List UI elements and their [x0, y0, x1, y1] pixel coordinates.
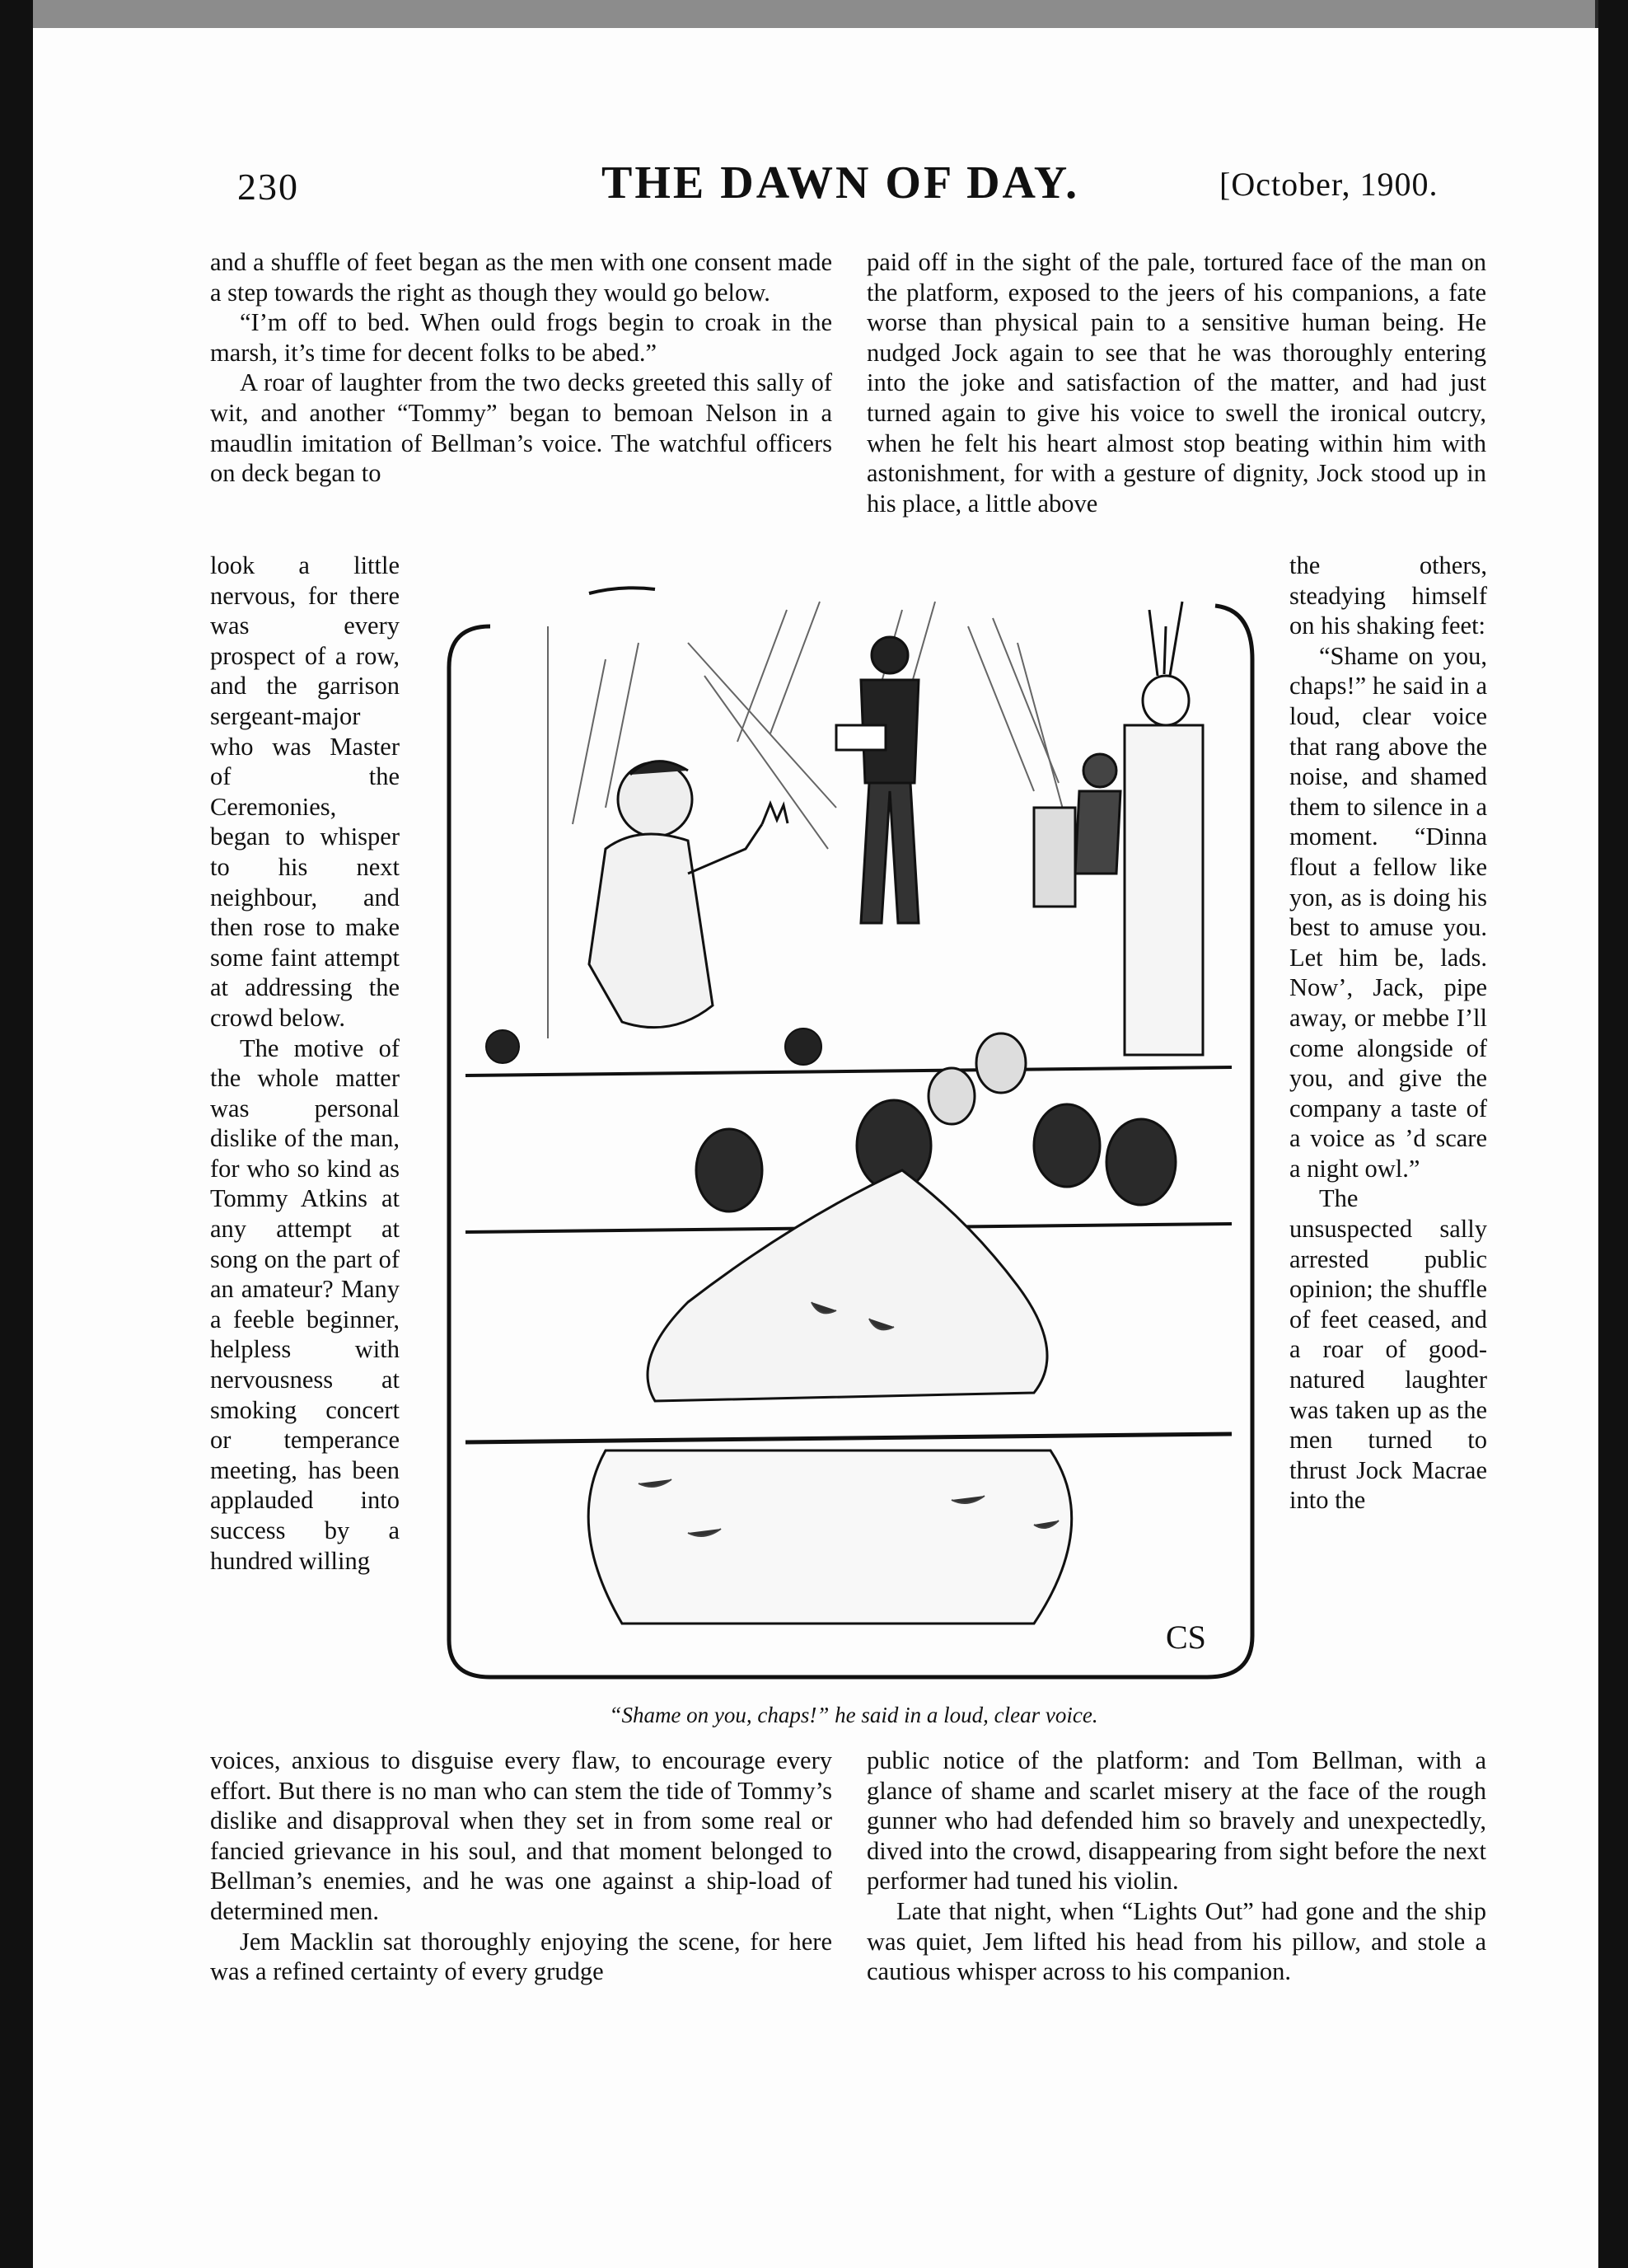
paragraph: and a shuffle of feet began as the men with one consent made a step towards the right as though they would go below. [210, 248, 832, 307]
vase-icon [1125, 602, 1203, 1055]
jock-figure [589, 761, 788, 1028]
right-column-top [867, 247, 1486, 518]
masthead-title: THE DAWN OF DAY. [601, 157, 1080, 209]
left-column-bottom [210, 1746, 832, 1987]
issue-date: [October, 1900. [1219, 166, 1439, 203]
paragraph: voices, anxious to disguise every flaw, to encourage every effort. But there is no man who can stem the tide of Tommy’s dislike and disapproval when they set in from some real or fancied grievance in his soul, and that moment belonged to Bellman’s enemies, and he was one against a ship-load of determined men. [210, 1746, 832, 1925]
paragraph: A roar of laughter from the two decks greeted this sally of wit, and another “Tommy” began to bemoan Nelson in a maudlin imitation of Bellman’s voice. The watchful officers on deck began to [210, 368, 832, 488]
pianist-figure [1034, 754, 1120, 907]
right-narrow-column [1289, 551, 1487, 1516]
page-number: 230 [237, 166, 299, 208]
paragraph: “I’m off to bed. When ould frogs begin to croak in the marsh, it’s time for decent folks to be abed.” [210, 308, 832, 367]
paragraph: public notice of the platform: and Tom Bellman, with a glance of shame and scarlet misery at the face of the rough gunner who had defended him so bravely and unexpectedly, dived into the crowd, disappearing from sight before the next performer had tuned his violin. [867, 1746, 1486, 1895]
paragraph: look a little nervous, for there was every prospect of a row, and the garrison sergeant-major who was Master of the Ceremonies, began to whisper to his next neighbour, and then rose to make some faint attempt at addressing the crowd below. [210, 551, 400, 1032]
lamp-icon [486, 1029, 821, 1065]
artist-signature: CS [1166, 1619, 1206, 1656]
left-column-top [210, 247, 832, 489]
performer-figure [836, 637, 919, 923]
scan-edge-left [0, 0, 33, 2268]
paragraph: the others, steadying himself on his shaking feet: [1289, 551, 1487, 640]
page-header [0, 157, 1628, 214]
illustration-caption: “Shame on you, chaps!” he said in a loud, clear voice. [609, 1703, 1098, 1727]
scan-edge-right [1598, 0, 1628, 2268]
left-narrow-column [210, 551, 400, 1576]
paragraph: Late that night, when “Lights Out” had gone and the ship was quiet, Jem lifted his head from his pillow, and stole a cautious whisper across to his companion. [867, 1896, 1486, 1986]
paragraph: paid off in the sight of the pale, tortured face of the man on the platform, exposed to the jeers of his companions, a fate worse than physical pain to a sensitive human being. He nudged Jock again to see that he was thoroughly entering into the joke and satisfaction of the matter, and had just turned again to give his voice to swell the ironical outcry, when he felt his heart almost stop beating within him with astonishment, for with a gesture of dignity, Jock stood up in his place, a little above [867, 248, 1486, 518]
paragraph: Jem Macklin sat thoroughly enjoying the scene, for here was a refined certainty of every grudge [210, 1927, 832, 1986]
paragraph: The unsuspected sally arrested public opinion; the shuffle of feet ceased, and a roar of good-natured laughter was taken up as the men turned to thrust Jock Macrae into the [1289, 1184, 1487, 1515]
paragraph: “Shame on you, chaps!” he said in a loud, clear voice that rang above the noise, and shamed them to silence in a moment. “Dinna flout a fellow like yon, as is doing his best to amuse you. Let him be, lads. Now’, Jack, pipe away, or mebbe I’ll come alongside of you, and give the company a taste of a voice as ’d scare a night owl.” [1289, 641, 1487, 1183]
engraving-illustration [441, 577, 1266, 1688]
right-column-bottom [867, 1746, 1486, 1987]
paragraph: The motive of the whole matter was personal dislike of the man, for who so kind as Tommy Atkins at any attempt at song on the part of an amateur? Many a feeble beginner, helpless with nervousness at smoking concert or temperance meeting, has been applauded into success by a hundred willing [210, 1033, 400, 1575]
